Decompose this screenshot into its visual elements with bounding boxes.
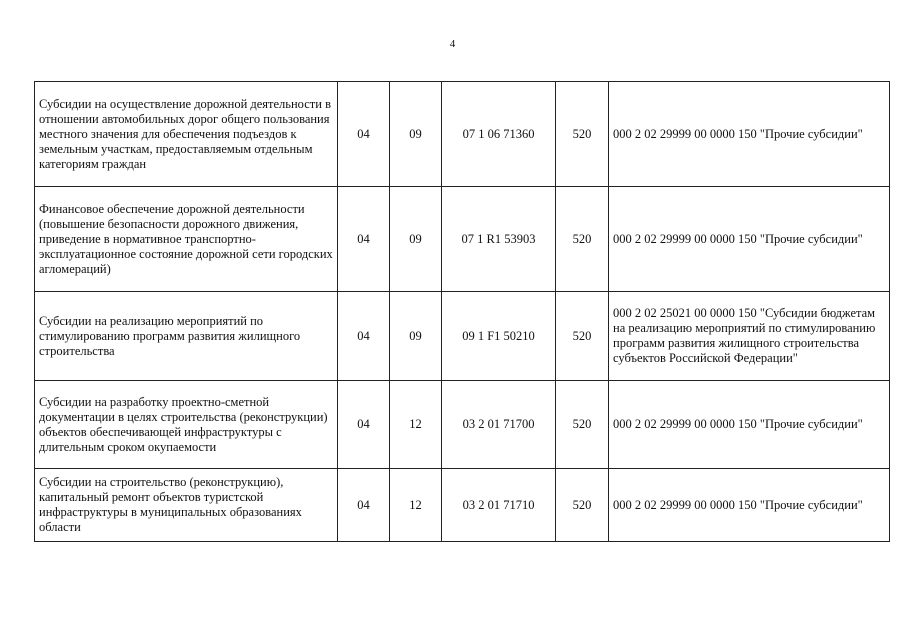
expense-type-cell: 520: [556, 82, 609, 187]
target-article-cell: 09 1 F1 50210: [442, 292, 556, 381]
subsection-code-cell: 09: [390, 82, 442, 187]
revenue-code-cell: 000 2 02 29999 00 0000 150 "Прочие субсидии": [609, 82, 890, 187]
target-article-cell: 07 1 06 71360: [442, 82, 556, 187]
section-code-cell: 04: [338, 82, 390, 187]
revenue-code-cell: 000 2 02 25021 00 0000 150 "Субсидии бюджетам на реализацию мероприятий по стимулированию программ развития жилищного строительства субъектов Российской Федерации": [609, 292, 890, 381]
table-row: [35, 82, 890, 187]
section-code-cell: 04: [338, 469, 390, 542]
subsidy-name-cell: Субсидии на строительство (реконструкцию), капитальный ремонт объектов туристской инфраструктуры в муниципальных образованиях области: [35, 469, 338, 542]
subsidy-name-cell: Финансовое обеспечение дорожной деятельности (повышение безопасности дорожного движения, приведение в нормативное транспортно-эксплуатационное состояние дорожной сети городских агломераций): [35, 187, 338, 292]
subsidy-name-cell: Субсидии на реализацию мероприятий по стимулированию программ развития жилищного строительства: [35, 292, 338, 381]
subsidy-name-cell: Субсидии на разработку проектно-сметной документации в целях строительства (реконструкции) объектов обеспечивающей инфраструктуры с длительным сроком окупаемости: [35, 381, 338, 469]
expense-type-cell: 520: [556, 381, 609, 469]
target-article-cell: 03 2 01 71700: [442, 381, 556, 469]
subsection-code-cell: 09: [390, 187, 442, 292]
section-code-cell: 04: [338, 187, 390, 292]
subsection-code-cell: 12: [390, 381, 442, 469]
section-code-cell: 04: [338, 292, 390, 381]
subsidy-name-cell: Субсидии на осуществление дорожной деятельности в отношении автомобильных дорог общего пользования местного значения для обеспечения подъездов к земельным участкам, предоставляемым отдельным категориям граждан: [35, 82, 338, 187]
target-article-cell: 03 2 01 71710: [442, 469, 556, 542]
table-row: [35, 292, 890, 381]
table-row: [35, 381, 890, 469]
subsection-code-cell: 12: [390, 469, 442, 542]
revenue-code-cell: 000 2 02 29999 00 0000 150 "Прочие субсидии": [609, 187, 890, 292]
expense-type-cell: 520: [556, 187, 609, 292]
subsection-code-cell: 09: [390, 292, 442, 381]
budget-table: [34, 81, 890, 542]
expense-type-cell: 520: [556, 292, 609, 381]
revenue-code-cell: 000 2 02 29999 00 0000 150 "Прочие субсидии": [609, 381, 890, 469]
expense-type-cell: 520: [556, 469, 609, 542]
table-row: [35, 469, 890, 542]
page-number: 4: [449, 38, 456, 50]
table-row: [35, 187, 890, 292]
revenue-code-cell: 000 2 02 29999 00 0000 150 "Прочие субсидии": [609, 469, 890, 542]
section-code-cell: 04: [338, 381, 390, 469]
target-article-cell: 07 1 R1 53903: [442, 187, 556, 292]
